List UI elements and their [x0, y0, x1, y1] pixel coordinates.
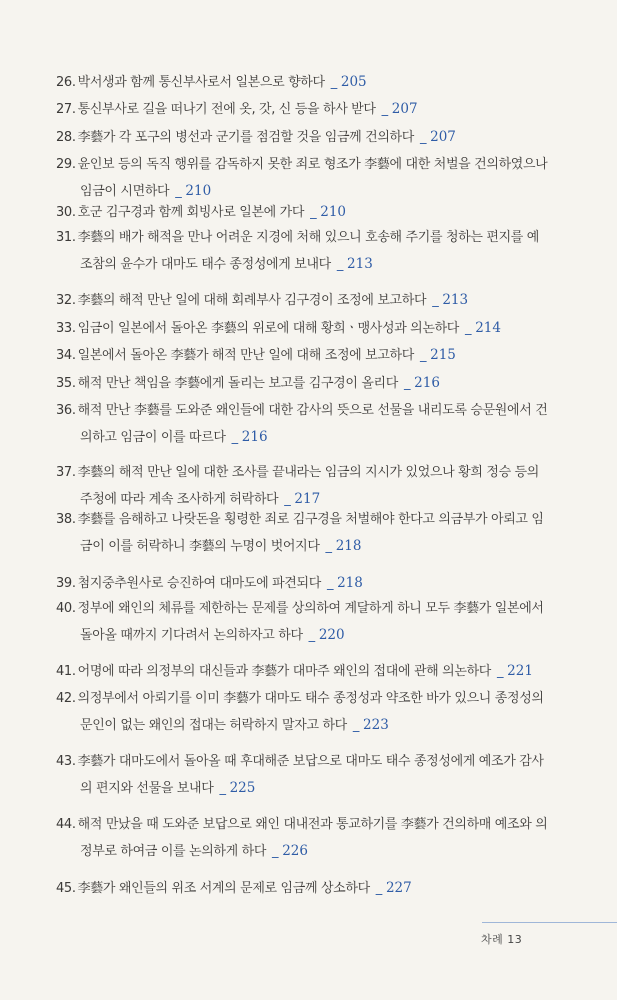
leader-dash: _ [432, 293, 439, 308]
footer-page-number: 13 [507, 933, 523, 946]
entry-page-number[interactable]: 210 [320, 204, 347, 220]
footer-label: 차례 [481, 933, 504, 946]
entry-title: 정부에 왜인의 체류를 제한하는 문제를 상의하여 계달하게 하니 모두 李藝가 일본에서 [77, 601, 544, 616]
entry-continuation-line [68, 779, 255, 797]
entry-title: 문인이 없는 왜인의 접대는 허락하지 말자고 하다 [80, 718, 347, 733]
entry-number: 32. [56, 293, 76, 308]
entry-line [56, 574, 363, 592]
entry-page-number[interactable]: 214 [475, 320, 501, 336]
entry-continuation-line [68, 716, 389, 734]
leader-dash: _ [419, 348, 427, 363]
entry-title: 해적 만난 李藝를 도와준 왜인들에 대한 감사의 뜻으로 선물을 내리도록 승문원에서 건 [77, 403, 548, 418]
entry-line [56, 879, 412, 897]
entry-page-number[interactable]: 216 [414, 375, 440, 391]
entry-title: 금이 이를 허락하니 李藝의 누명이 벗어지다 [80, 539, 320, 554]
entry-number: 31. [56, 230, 76, 245]
leader-dash: _ [403, 376, 411, 391]
entry-title: 박서생과 함께 통신부사로서 일본으로 향하다 [77, 75, 325, 90]
entry-page-number[interactable]: 210 [185, 183, 212, 199]
entry-title: 李藝의 해적 만난 일에 대한 조사를 끝내라는 임금의 지시가 있었으나 황희 정승 등의 [77, 465, 539, 480]
entry-title: 돌아올 때까지 기다려서 논의하자고 하다 [80, 628, 303, 643]
entry-line [56, 73, 367, 91]
entry-page-number[interactable]: 213 [442, 292, 469, 308]
entry-page-number[interactable]: 216 [241, 429, 268, 445]
entry-page-number[interactable]: 213 [347, 256, 373, 272]
entry-number: 40. [56, 601, 76, 616]
entry-continuation-line [68, 490, 320, 508]
entry-continuation-line [68, 182, 211, 200]
entry-page-number[interactable]: 221 [507, 663, 533, 679]
entry-number: 42. [56, 691, 76, 706]
leader-dash: _ [308, 628, 315, 643]
entry-title: 李藝가 각 포구의 병선과 군기를 점검할 것을 임금께 건의하다 [77, 130, 414, 145]
leader-dash: _ [465, 321, 472, 336]
leader-dash: _ [326, 576, 334, 591]
leader-dash: _ [375, 881, 382, 896]
entry-page-number[interactable]: 218 [335, 538, 362, 554]
leader-dash: _ [310, 205, 317, 220]
entry-title: 임금이 일본에서 돌아온 李藝의 위로에 대해 황희ㆍ맹사성과 의논하다 [77, 321, 460, 336]
entry-page-number[interactable]: 227 [385, 880, 412, 896]
entry-number: 34. [56, 348, 76, 363]
entry-number: 38. [56, 512, 76, 527]
entry-title: 李藝가 대마도에서 돌아올 때 후대해준 보답으로 대마도 태수 종정성에게 예조가 감사 [77, 754, 544, 769]
entry-line [56, 156, 547, 174]
entry-page-number[interactable]: 226 [282, 843, 308, 859]
entry-title: 의 편지와 선물을 보내다 [80, 781, 214, 796]
entry-continuation-line [68, 428, 268, 446]
entry-number: 35. [56, 376, 76, 391]
entry-line [56, 402, 547, 420]
entry-page-number[interactable]: 215 [430, 347, 456, 363]
entry-number: 41. [56, 664, 76, 679]
entry-page-number[interactable]: 217 [294, 491, 321, 507]
entry-page-number[interactable]: 205 [340, 74, 367, 90]
entry-line [56, 128, 456, 146]
entry-title: 정부로 하여금 이를 논의하게 하다 [80, 844, 267, 859]
leader-dash: _ [497, 664, 504, 679]
leader-dash: _ [330, 75, 337, 90]
leader-dash: _ [175, 184, 182, 199]
entry-title: 李藝의 배가 해적을 만나 어려운 지경에 처해 있으니 호송해 주기를 청하는 편지를 예 [77, 230, 539, 245]
entry-line [56, 753, 544, 771]
entry-line [56, 319, 501, 337]
entry-continuation-line [68, 255, 373, 273]
entry-page-number[interactable]: 218 [337, 575, 363, 591]
entry-line [56, 346, 456, 364]
entry-number: 44. [56, 817, 76, 832]
entry-continuation-line [68, 537, 361, 555]
leader-dash: _ [284, 492, 291, 507]
entry-title: 윤인보 등의 독직 행위를 감독하지 못한 죄로 형조가 李藝에 대한 처벌을 건의하였으나 [77, 157, 548, 172]
leader-dash: _ [419, 130, 427, 145]
entry-title: 李藝의 해적 만난 일에 대해 회례부사 김구경이 조정에 보고하다 [77, 293, 427, 308]
entry-title: 일본에서 돌아온 李藝가 해적 만난 일에 대해 조정에 보고하다 [77, 348, 414, 363]
entry-title: 李藝가 왜인들의 위조 서계의 문제로 임금께 상소하다 [77, 881, 370, 896]
entry-page-number[interactable]: 223 [363, 717, 389, 733]
entry-line [56, 662, 533, 680]
entry-title: 주청에 따라 계속 조사하게 허락하다 [80, 492, 279, 507]
entry-number: 39. [56, 576, 76, 591]
entry-line [56, 464, 539, 482]
entry-number: 37. [56, 465, 76, 480]
entry-number: 45. [56, 881, 76, 896]
entry-title: 어명에 따라 의정부의 대신들과 李藝가 대마주 왜인의 접대에 관해 의논하다 [77, 664, 491, 679]
entry-line [56, 291, 468, 309]
entry-number: 36. [56, 403, 76, 418]
entry-title: 해적 만났을 때 도와준 보답으로 왜인 대내전과 통교하기를 李藝가 건의하매 예조와 의 [77, 817, 548, 832]
entry-title: 임금이 시면하다 [80, 184, 170, 199]
entry-line [56, 374, 440, 392]
entry-number: 30. [56, 205, 76, 220]
entry-line [56, 600, 544, 618]
entry-line [56, 229, 539, 247]
leader-dash: _ [336, 257, 344, 272]
entry-line [56, 100, 418, 118]
entry-number: 43. [56, 754, 76, 769]
entry-continuation-line [68, 626, 345, 644]
footer-rule [482, 922, 617, 923]
entry-number: 28. [56, 130, 76, 145]
entry-line [56, 690, 544, 708]
entry-line [56, 203, 346, 221]
entry-page-number[interactable]: 207 [430, 129, 456, 145]
entry-page-number[interactable]: 225 [229, 780, 256, 796]
entry-title: 통신부사로 길을 떠나기 전에 옷, 갓, 신 등을 하사 받다 [77, 102, 376, 117]
entry-page-number[interactable]: 207 [391, 101, 418, 117]
leader-dash: _ [231, 430, 238, 445]
entry-number: 29. [56, 157, 76, 172]
entry-title: 의정부에서 아뢰기를 이미 李藝가 대마도 태수 종정성과 약조한 바가 있으니 종정성의 [77, 691, 544, 706]
entry-title: 조참의 윤수가 대마도 태수 종정성에게 보내다 [80, 257, 331, 272]
leader-dash: _ [325, 539, 332, 554]
entry-number: 26. [56, 75, 76, 90]
entry-title: 李藝를 음해하고 나랏돈을 횡령한 죄로 김구경을 처벌해야 한다고 의금부가 아뢰고 임 [77, 512, 544, 527]
leader-dash: _ [381, 102, 388, 117]
entry-title: 첨지중추원사로 승진하여 대마도에 파견되다 [77, 576, 321, 591]
entry-title: 호군 김구경과 함께 회빙사로 일본에 가다 [77, 205, 305, 220]
entry-title: 의하고 임금이 이를 따르다 [80, 430, 226, 445]
leader-dash: _ [219, 781, 226, 796]
leader-dash: _ [352, 718, 360, 733]
leader-dash: _ [272, 844, 279, 859]
entry-number: 27. [56, 102, 76, 117]
page-footer [481, 931, 522, 947]
entry-line [56, 511, 544, 529]
entry-title: 해적 만난 책임을 李藝에게 돌리는 보고를 김구경이 올리다 [77, 376, 398, 391]
entry-line [56, 816, 547, 834]
entry-page-number[interactable]: 220 [318, 627, 345, 643]
entry-continuation-line [68, 842, 308, 860]
entry-number: 33. [56, 321, 76, 336]
